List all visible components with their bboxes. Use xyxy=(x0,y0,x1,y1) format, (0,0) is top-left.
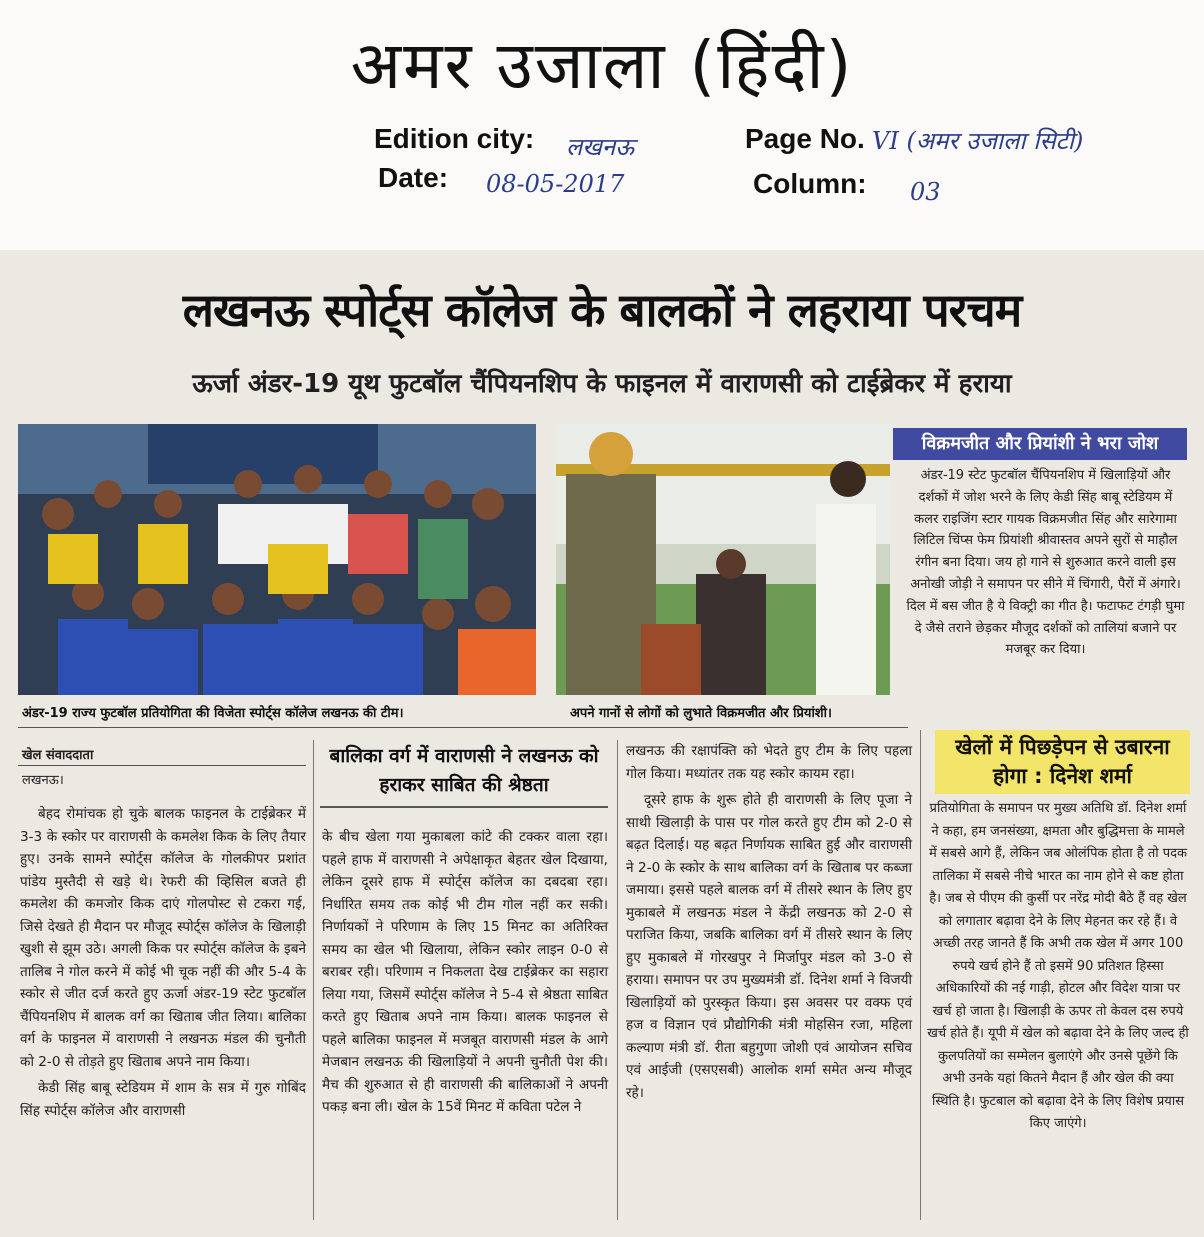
column-divider xyxy=(313,740,314,1220)
col3-paragraph-1: लखनऊ की रक्षापंक्ति को भेदते हुए टीम के लिए पहला गोल किया। मध्यांतर तक यह स्कोर कायम रहा। xyxy=(626,743,912,782)
page-value: VI (अमर उजाला सिटी) xyxy=(872,127,1084,155)
side-article-heading: खेलों में पिछड़ेपन से उबारना होगा : दिनेश शर्मा xyxy=(955,735,1170,788)
col3-paragraph-2: दूसरे हाफ के शुरू होते ही वाराणसी के लिए पूजा ने साथी खिलाड़ी के पास पर गोल करते हुए टीम को 2-0 से बढ़त दिलाई। यह बढ़त निर्णायक साबित हुई और वाराणसी ने 2-0 के स्कोर के साथ बालिका वर्ग के खिताब पर कब्जा जमाया। इससे पहले बालक वर्ग में तीसरे स्थान के लिए हुए मुकाबले में लखनऊ मंडल ने केंद्री लखनऊ को 2-0 से पराजित किया, जबकि बालिका वर्ग में तीसरे स्थान के लिए हुए मुकाबले में गोरखपुर ने मिर्जापुर मंडल को 3-0 से हराया। समापन पर उप मुख्यमंत्री डॉ. दिनेश शर्मा ने विजयी खिलाड़ियों को पुरस्कृत किया। इस अवसर पर वक्फ एवं हज व विज्ञान एवं प्रौद्योगिकी मंत्री मोहसिन रजा, महिला कल्याण मंत्री डॉ. रीता बहुगुणा जोशी एवं आयोजन सचिव एवं आईजी (एसएसबी) आलोक शर्मा समेत अन्य मौजूद रहे। xyxy=(626,792,912,1101)
column-label: Column: xyxy=(753,168,867,199)
col1-paragraph-2: केडी सिंह बाबू स्टेडियम में शाम के सत्र में गुरु गोबिंद सिंह स्पोर्ट्स कॉलेज और वाराणसी xyxy=(20,1080,306,1119)
sidebar-box-title: विक्रमजीत और प्रियांशी ने भरा जोश xyxy=(893,428,1187,460)
byline-rule xyxy=(18,765,306,766)
page-label: Page No. xyxy=(745,123,865,154)
column-value: 03 xyxy=(910,178,941,206)
article-column-3 xyxy=(626,740,912,1108)
article-subheadline: ऊर्जा अंडर-19 यूथ फुटबॉल चैंपियनशिप के फाइनल में वाराणसी को टाईब्रेकर में हराया xyxy=(192,369,1012,399)
col2-paragraph-1: के बीच खेला गया मुकाबला कांटे की टक्कर वाला रहा। पहले हाफ में वाराणसी ने अपेक्षाकृत बेहतर खेल दिखाया, लेकिन दूसरे हाफ में स्पोर्ट्स कॉलेज का दबदबा रहा। निर्धारित समय तक कोई भी टीम गोल नहीं कर सकी। निर्णायकों ने परिणाम के लिए 15 मिनट का अतिरिक्त समय का खेल भी खिलाया, लेकिन स्कोर लाइन 0-0 से बराबर रही। परिणाम न निकलता देख टाईब्रेकर का सहारा लिया गया, जिसमें स्पोर्ट्स कॉलेज ने 5-4 से श्रेष्ठता साबित करते हुए खिताब अपने नाम किया। बालक फाइनल से पहले बालिका फाइनल में मजबूत वाराणसी मंडल के आगे मेजबान लखनऊ की खिलाड़ियों ने अपनी चुनौती पेश की। मैच की शुरुआत से ही वाराणसी की बालिकाओं ने अपनी पकड़ बना ली। खेल के 15वें मिनट में कविता पटेल ने xyxy=(322,829,608,1115)
photo1-caption: अंडर-19 राज्य फुटबॉल प्रतियोगिता की विजेता स्पोर्ट्स कॉलेज लखनऊ की टीम। xyxy=(22,706,404,721)
article-headline: लखनऊ स्पोर्ट्स कॉलेज के बालकों ने लहराया परचम xyxy=(182,283,1022,337)
mid-heading-rule xyxy=(320,806,608,808)
side-article-text: प्रतियोगिता के समापन पर मुख्य अतिथि डॉ. दिनेश शर्मा ने कहा, हम जनसंख्या, क्षमता और बुद्धिमत्ता के मामले में सबसे आगे हैं, लेकिन जब ओलंपिक होता है तो पदक तालिका में सबसे नीचे भारत का नाम होने से कष्ट होता है। जब से पीएम की कुर्सी पर नरेंद्र मोदी बैठे हैं वह खेल को लगातार बढ़ावा देने के लिए मेहनत कर रहे हैं। वे अच्छी तरह जानते हैं कि अभी तक खेल में अगर 100 रुपये खर्च होने हैं तो इसमें 90 प्रतिशत हिस्सा अधिकारियों की नई गाड़ी, होटल और विदेश यात्रा पर खर्च हो जाता है। खिलाड़ी के ऊपर तो केवल दस रुपये खर्च होते हैं। यूपी में खेल को बढ़ावा देने के लिए जल्द ही कुलपतियों का सम्मेलन बुलाएंगे और उनसे पूछेंगे कि अभी उनके यहां कितने मैदान हैं और खेल की क्या स्थिति है। फुटबाल को बढ़ावा देने के लिए विशेष प्रयास किए जाएंगे। xyxy=(927,801,1189,1131)
edition-value: लखनऊ xyxy=(566,133,635,161)
date-label: Date: xyxy=(378,162,449,193)
column-divider xyxy=(920,730,921,1220)
date-value: 08-05-2017 xyxy=(486,170,625,198)
sidebar-box-text: अंडर-19 स्टेट फुटबॉल चैंपियनशिप में खिलाड़ियों और दर्शकों में जोश भरने के लिए केडी सिंह बाबू स्टेडियम में कलर राइजिंग स्टार गायक विक्रमजीत सिंह और सारेगामा लिटिल चिंप्स फेम प्रियांशी श्रीवास्तव अपने सुरों से माहौल रंगीन बना दिया। जय हो गाने से शुरुआत करने वाली इस अनोखी जोड़ी ने समापन पर सीने में चिंगारी, पैरों में अंगारे। दिल में बस जीत है ये विक्ट्री का गीत है। फटाफट टंगड़ी घुमा दे जैसे तराने छेड़कर मौजूद दर्शकों को तालियां बजाने पर मजबूर कर दिया। xyxy=(906,468,1185,658)
mid-heading: बालिका वर्ग में वाराणसी ने लखनऊ को हराकर साबित की श्रेष्ठता xyxy=(329,745,599,796)
edition-label: Edition city: xyxy=(374,123,535,154)
byline: खेल संवाददाता xyxy=(22,748,94,763)
col1-paragraph-1: बेहद रोमांचक हो चुके बालक फाइनल के टाईब्रेकर में 3-3 के स्कोर पर वाराणसी के कमलेश किक के लिए तैयार हुए। उनके सामने स्पोर्ट्स कॉलेज के गोलकीपर प्रशांत पांडेय मुस्तैदी से खड़े थे। रेफरी की व्हिसिल बजते ही कमलेश की कमजोर किक दाएं गोलपोस्ट से टकरा गई, जिसे देखते ही मैदान पर मौजूद स्पोर्ट्स कॉलेज के खिलाड़ी खुशी से झूम उठे। अगली किक पर स्पोर्ट्स कॉलेज के इबने तालिब ने गोल करने में कोई भी चूक नहीं की और 5-4 के स्कोर से जीत दर्ज करते हुए ऊर्जा अंडर-19 स्टेट फुटबॉल चैंपियनशिप में बालक वर्ग का खिताब जीत लिया। बालिका वर्ग के फाइनल में वाराणसी ने लखनऊ मंडल की चुनौती को 2-0 से तोड़ते हुए खिताब अपने नाम किया। xyxy=(20,806,306,1070)
article-column-2 xyxy=(322,826,608,1123)
column-divider xyxy=(617,740,618,1220)
divider xyxy=(18,727,908,728)
team-photo xyxy=(18,424,536,695)
dateline: लखनऊ। xyxy=(22,773,64,788)
performers-photo xyxy=(556,424,890,695)
masthead-title: अमर उजाला (हिंदी) xyxy=(350,27,854,104)
article-column-1 xyxy=(20,803,306,1126)
photo2-caption: अपने गानों से लोगों को लुभाते विक्रमजीत और प्रियांशी। xyxy=(570,706,832,721)
